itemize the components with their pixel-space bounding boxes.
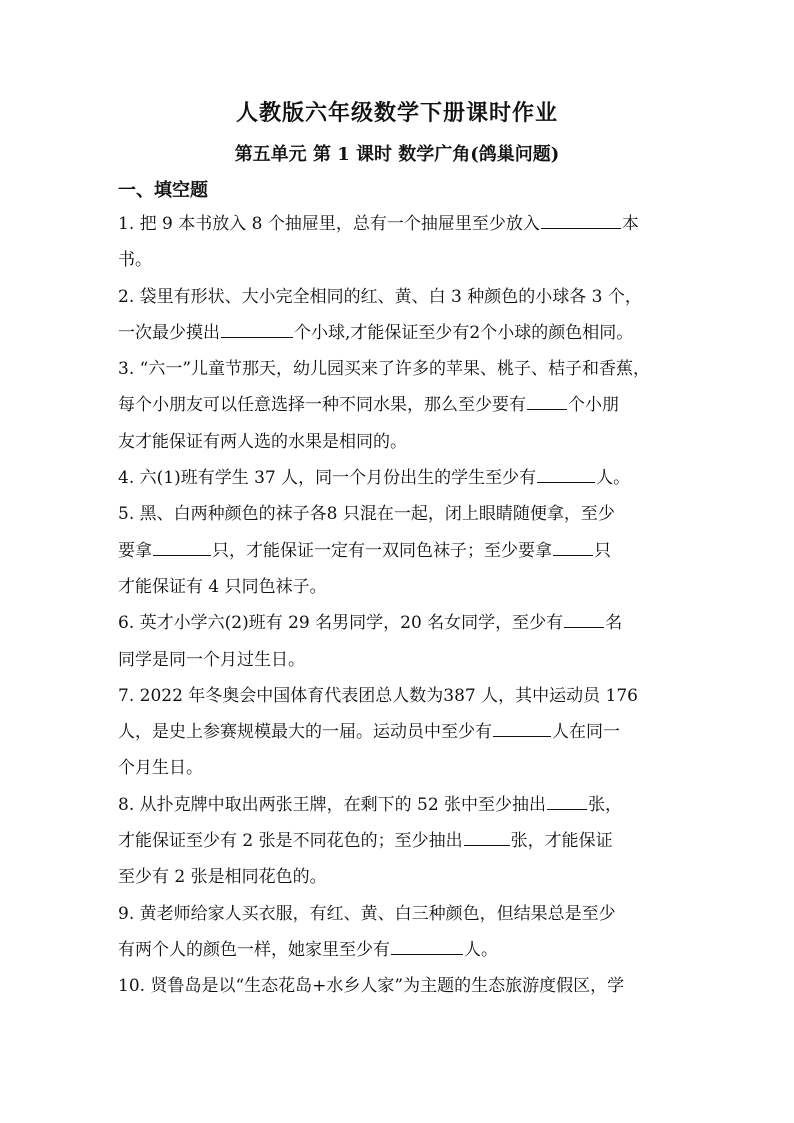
question-line <box>118 351 688 387</box>
question-line <box>118 279 688 315</box>
question-text: 2. 袋里有形状、大小完全相同的红、黄、白 3 种颜色的小球各 3 个， <box>118 286 642 307</box>
answer-blank[interactable] <box>541 210 621 229</box>
question-text: 本 <box>621 214 639 234</box>
question-line <box>118 678 688 714</box>
question-text: 才能保证有 4 只同色袜子。 <box>118 576 327 597</box>
question-line <box>118 787 688 823</box>
question-text: 同学是同一个月过生日。 <box>118 649 305 670</box>
question-text: 个小球,才能保证至少有2个小球的颜色相同。 <box>294 322 634 343</box>
question-text: 张， <box>588 794 623 815</box>
question-text: 7. 2022 年冬奥会中国体育代表团总人数为387 人，其中运动员 176 <box>118 685 638 706</box>
question-line <box>118 605 688 641</box>
question-line <box>118 569 688 605</box>
question-text: 1. 把 9 本书放入 8 个抽屉里，总有一个抽屉里至少放入 <box>118 214 540 234</box>
question-line <box>118 206 688 242</box>
question-line <box>118 932 688 968</box>
question-line <box>118 714 688 750</box>
question-line <box>118 315 688 351</box>
question-line <box>118 460 688 496</box>
question-5 <box>118 496 688 605</box>
question-list <box>118 206 688 1005</box>
question-text: 个小朋 <box>568 395 619 416</box>
answer-blank[interactable] <box>464 827 510 846</box>
question-line <box>118 896 688 932</box>
question-text: 每个小朋友可以任意选择一种不同水果，那么至少要有 <box>118 395 526 416</box>
question-text: 只 <box>594 540 611 561</box>
question-text: 人。 <box>464 939 498 960</box>
question-2 <box>118 279 688 352</box>
question-line <box>118 533 688 569</box>
question-line <box>118 424 688 460</box>
question-text: 要拿 <box>118 540 152 561</box>
answer-blank[interactable] <box>527 392 567 411</box>
question-line <box>118 968 688 1004</box>
question-text: 4. 六(1)班有学生 37 人，同一个月份出生的学生至少有 <box>118 468 537 489</box>
question-text: 书。 <box>118 250 152 271</box>
question-text: 友才能保证有两人选的水果是相同的。 <box>118 431 407 452</box>
answer-blank[interactable] <box>564 609 604 628</box>
answer-blank[interactable] <box>537 464 595 483</box>
question-7 <box>118 678 688 787</box>
answer-blank[interactable] <box>153 537 211 556</box>
page-title: 人教版六年级数学下册课时作业 <box>235 100 558 126</box>
question-10 <box>118 968 688 1004</box>
question-line <box>118 242 688 278</box>
question-line <box>118 859 688 895</box>
question-line <box>118 387 688 423</box>
question-text: 名 <box>605 613 623 634</box>
question-text: 个月生日。 <box>118 758 203 779</box>
question-text: 10. 贤鲁岛是以“生态花岛+水乡人家”为主题的生态旅游度假区，学 <box>118 976 625 997</box>
question-line <box>118 750 688 786</box>
answer-blank[interactable] <box>391 936 463 955</box>
question-text: 张，才能保证 <box>510 831 613 852</box>
question-6 <box>118 605 688 678</box>
answer-blank[interactable] <box>221 319 293 338</box>
question-3 <box>118 351 688 460</box>
question-9 <box>118 896 688 969</box>
question-8 <box>118 787 688 896</box>
section-heading: 一、填空题 <box>118 180 208 201</box>
question-text: 人，是史上参赛规模最大的一届。运动员中至少有 <box>118 722 492 743</box>
question-line <box>118 823 688 859</box>
answer-blank[interactable] <box>553 537 593 556</box>
question-text: 5. 黑、白两种颜色的袜子各8 只混在一起，闭上眼睛随便拿，至少 <box>118 504 615 525</box>
question-text: 6. 英才小学六(2)班有 29 名男同学，20 名女同学，至少有 <box>118 613 564 634</box>
question-text: 只，才能保证一定有一双同色袜子；至少要拿 <box>212 540 552 561</box>
question-text: 9. 黄老师给家人买衣服，有红、黄、白三种颜色，但结果总是至少 <box>118 903 616 924</box>
page-subtitle: 第五单元 第 1 课时 数学广角(鸽巢问题) <box>234 144 560 165</box>
question-text: 人。 <box>596 468 631 489</box>
question-text: 一次最少摸出 <box>118 322 220 343</box>
answer-blank[interactable] <box>493 718 551 737</box>
question-text: 人在同一 <box>552 722 620 743</box>
answer-blank[interactable] <box>547 791 587 810</box>
question-line <box>118 496 688 532</box>
question-text: 至少有 2 张是相同花色的。 <box>118 867 327 888</box>
question-text: 才能保证至少有 2 张是不同花色的；至少抽出 <box>118 831 463 852</box>
question-line <box>118 642 688 678</box>
question-text: 3. “六一”儿童节那天，幼儿园买来了许多的苹果、桃子、桔子和香蕉， <box>118 359 651 380</box>
question-text: 有两个人的颜色一样，她家里至少有 <box>118 939 390 960</box>
question-text: 8. 从扑克牌中取出两张王牌，在剩下的 52 张中至少抽出 <box>118 794 547 815</box>
question-1 <box>118 206 688 279</box>
question-4 <box>118 460 688 496</box>
